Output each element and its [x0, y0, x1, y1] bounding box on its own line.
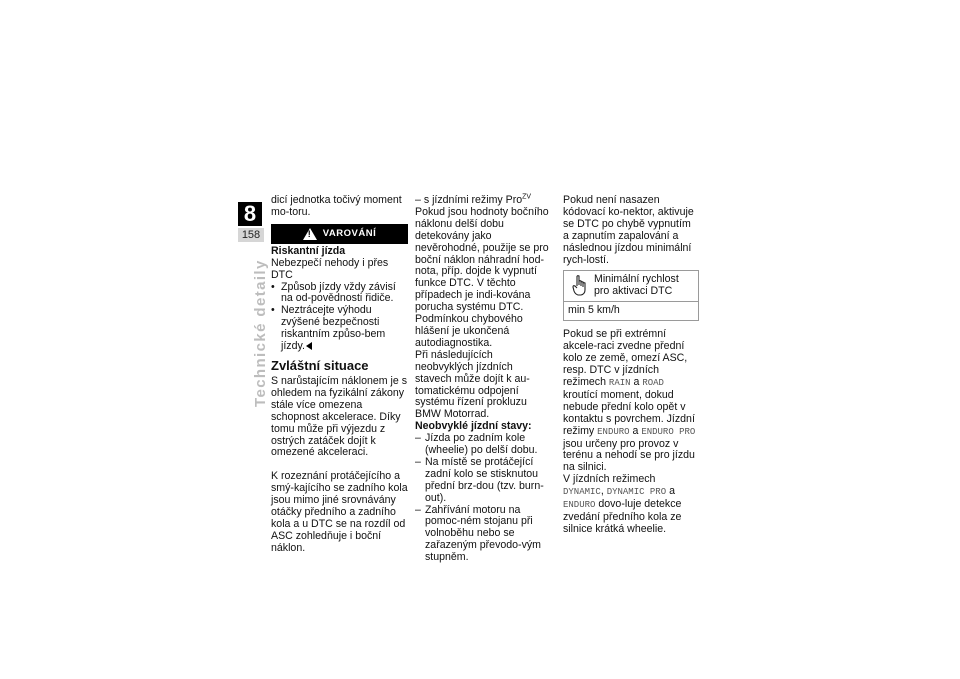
spec-value: min 5 km/h: [568, 304, 620, 317]
section-heading: Zvláštní situace: [271, 357, 369, 373]
unusual-states-list: [415, 433, 551, 564]
option-superscript: ZV: [522, 193, 532, 201]
spec-table-header: [564, 271, 698, 302]
dash-item: – Zahřívání motoru na pomoc-ném stojanu při volnoběhu nebo se zařazeným převodo-vým stupněm.: [415, 505, 551, 565]
dash-item: – Na místě se protáčející zadní kolo se stisknutou přední brz-dou (tzv. burn-out).: [415, 457, 551, 505]
paragraph: Pokud se při extrémní akcele-raci zvedne přední kolo ze země, omezí ASC, resp. DTC v jízdních režimech RAIN a ROAD kroutící moment, dokud nebude přední kolo opět v kontaktu s povrchem. Jízdní režimy ENDURO a ENDURO PRO jsou určeny pro provoz v terénu a nehodí se pro jízdu na silnici.: [563, 328, 696, 474]
risk-text: Nebezpečí nehody i přes DTC: [271, 256, 389, 281]
paragraph: Pokud není nasazen kódovací ko-nektor, aktivuje se DTC po chybě vypnutím a zapnutím zapalování a následnou jízdou minimální rych-lostí.: [563, 194, 694, 266]
warning-triangle-icon: [303, 228, 317, 240]
intro-text: dicí jednotka točivý moment mo-toru.: [271, 194, 402, 218]
mode-name: ENDURO: [563, 500, 596, 511]
paragraph: Pokud jsou hodnoty bočního náklonu delší dobu detekovány jako nevěrohodné, použije se pro boční náklon náhradní hod-nota, příp. dojde k vypnutí funkce DTC. V těchto případech je indi-kována porucha systému DTC. Podmínkou chybového hlášení je ukončená autodiagnostika.: [415, 205, 549, 349]
mode-name: RAIN: [608, 377, 631, 388]
subheading: Neobvyklé jízdní stavy:: [415, 420, 532, 433]
paragraph: Při následujících neobvyklých jízdních stavech může dojít k au-tomatickému odpojení systému řízení prokluzu BMW Motorrad.: [415, 348, 530, 421]
pointer-hand-icon: [570, 274, 588, 298]
text-column-2: [415, 195, 551, 564]
bullet-item: • Neztrácejte výhodu zvýšené bezpečnosti riskantním způso-bem jízdy.: [271, 305, 408, 353]
text-column-1: [271, 195, 408, 555]
warning-label: VAROVÁNÍ: [322, 227, 377, 239]
chapter-number: 8: [238, 202, 262, 226]
paragraph: S narůstajícím náklonem je s ohledem na fyzikální zákony stále více omezena schopnost akcelerace. Díky tomu může při výjezdu z ostrých zatáček dojít k omezené akceleraci.: [271, 374, 408, 459]
end-marker-icon: [306, 342, 312, 350]
text-column-3: [563, 195, 699, 536]
spec-label: Minimální rychlost pro aktivaci DTC: [594, 273, 679, 298]
spec-table: [563, 270, 699, 321]
paragraph: K rozeznání protáčejícího a smý-kajícího se zadního kola jsou mimo jiné srovnávány otáčky předního a zadního kola a u DTC se na rozdíl od ASC zohledňuje i boční náklon.: [271, 470, 408, 554]
mode-name: ROAD: [642, 377, 664, 388]
bullet-item: • Způsob jízdy vždy závisí na od-povědnosti řidiče.: [271, 282, 408, 306]
mode-name: ENDURO: [597, 426, 630, 437]
mode-name: DYNAMIC: [563, 487, 601, 498]
page-number: 158: [238, 228, 264, 242]
dash-item: – Jízda po zadním kole (wheelie) po delší dobu.: [415, 433, 551, 457]
mode-name: DYNAMIC PRO: [606, 487, 667, 498]
risk-bullets: [271, 282, 408, 353]
paragraph: V jízdních režimech DYNAMIC, DYNAMIC PRO a ENDURO dovo-luje detekce zvedání předního kola ze silnice krátká wheelie.: [563, 473, 682, 535]
risk-title: Riskantní jízda: [271, 244, 346, 257]
mode-name: ENDURO PRO: [641, 426, 696, 437]
section-title-vertical: Technické detaily: [252, 259, 269, 407]
mode-line: – s jízdními režimy Pro$^{ZV}$: [415, 193, 532, 206]
warning-banner: [271, 224, 408, 244]
